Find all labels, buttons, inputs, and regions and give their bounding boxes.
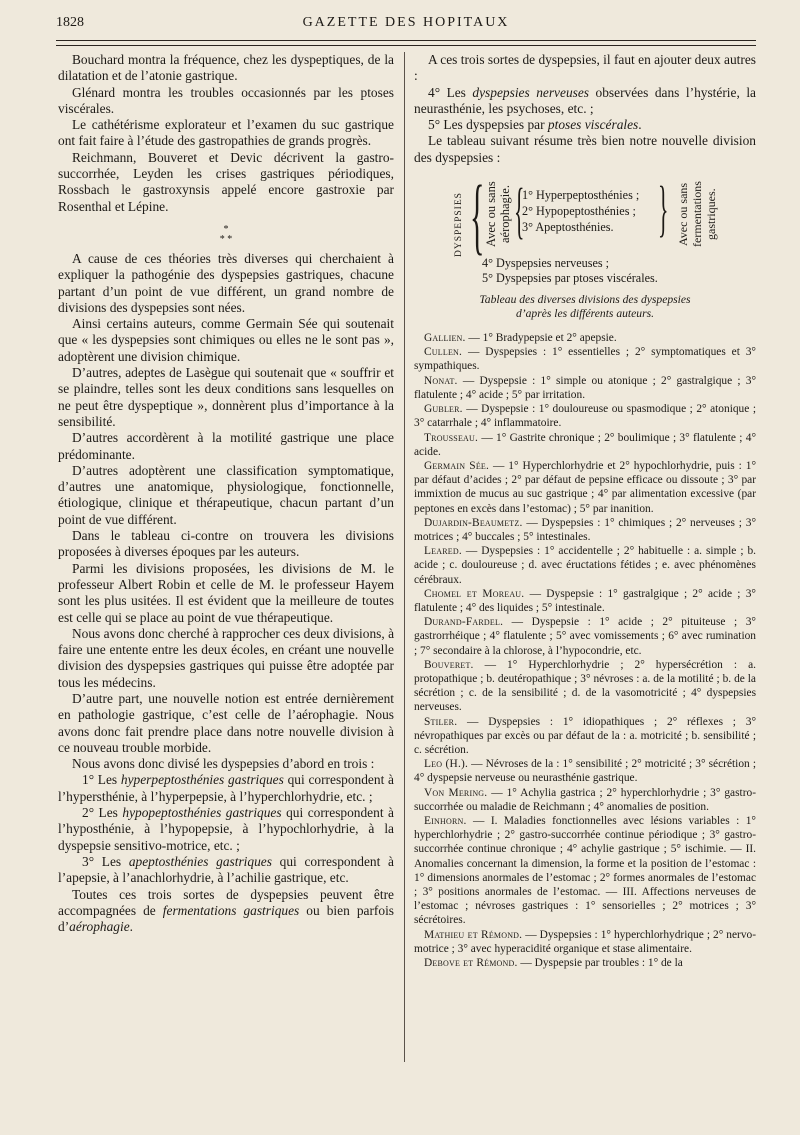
paragraph: Nous avons donc cherché à rapprocher ces deux divisions, à faire une entente entre les deux écoles, en créant une nouvelle division des dyspepsies gastriques qui puisse être adoptée par tous les médecins. xyxy=(58,625,395,690)
journal-title: GAZETTE DES HOPITAUX xyxy=(302,15,510,30)
entry-text: — Dyspepsies : 1° hyperchlorhydrique ; 2° nervo-motrice ; 3° avec hyperacidité organique et stase alimentaire. xyxy=(414,928,756,955)
left-column xyxy=(58,52,394,935)
entry-text: — 1° Gastrite chronique ; 2° boulimique ; 3° flatulente ; 4° acide. xyxy=(414,431,756,458)
list-item xyxy=(58,854,394,887)
list-term: hyperpeptosthénies gastriques xyxy=(120,772,284,788)
entry-text: — 1° Bradypepsie et 2° apepsie. xyxy=(465,332,617,345)
list-term: hypopeptosthénies gastriques xyxy=(122,805,282,821)
paragraph: A ces trois sortes de dyspepsies, il faut en ajouter deux autres : xyxy=(414,52,756,84)
text: ou bien parfois d’ xyxy=(58,902,394,935)
author-name: Mathieu et Rémond. xyxy=(424,928,523,941)
paragraph: Parmi les divisions proposées, les divisions de M. le professeur Albert Robin et celle de M. le professeur Hayem sont les plus usitées. Il est évident que la meilleure de toutes est celle qui se place au point de vue thérapeutique. xyxy=(58,560,394,625)
author-entry xyxy=(414,402,756,430)
author-divisions-list xyxy=(414,331,756,970)
caption-line: d’après les différents auteurs. xyxy=(515,307,655,321)
entry-text: — Dyspepsie : 1° gastralgique ; 2° acide ; 3° flatulente ; 4° des liquides ; 5° intestinale. xyxy=(414,587,756,614)
list-item xyxy=(414,117,756,133)
group-right-label: gastriques. xyxy=(704,188,718,240)
author-name: Leo (H.). xyxy=(424,758,469,771)
author-entry xyxy=(414,516,756,544)
term: aérophagie xyxy=(69,919,130,935)
group-left-label: aérophagie. xyxy=(498,185,512,244)
author-name: Germain Sée. xyxy=(424,459,490,472)
page-number: 1828 xyxy=(56,15,84,30)
term: fermentations gastriques xyxy=(162,902,300,918)
entry-text: — Dyspepsies : 1° essentielles ; 2° symptomatiques et 3° sympathiques. xyxy=(414,346,756,373)
author-entry xyxy=(414,928,756,956)
text: . xyxy=(129,919,134,935)
entry-text: — Dyspepsies : 1° accidentelle ; 2° habituelle : a. simple ; b. acide ; c. douloureuse ; d. avec éructations fétides ; e. avec phénomènes cérébraux. xyxy=(414,545,756,586)
entry-text: — Dyspepsie par troubles : 1° de la xyxy=(517,957,683,970)
entry-text: — 1° Hyperchlorhydrie et 2° hypochlorhydrie, puis : 1° par défaut d’acides ; 2° par défaut de pepsine efficace ou dissoute ; 3° par immixtion de mucus au suc gastrique ; 4° par alimentation excessive (par peptones en excès dans l’estomac) ; 5° par inanition. xyxy=(414,459,756,515)
table-row: 1° Hyperpeptosthénies ; xyxy=(522,188,640,203)
list-text: observées dans l’hystérie, la neurasthénie, les psychoses, etc. ; xyxy=(414,84,756,116)
author-name: Gubler. xyxy=(424,403,463,416)
author-entry xyxy=(414,814,756,928)
list-item xyxy=(414,85,756,118)
paragraph: Ainsi certains auteurs, comme Germain Sée qui soutenait que « les dyspepsies sont chimiques ou elles ne le sont pas », adoptèrent une division chimique. xyxy=(58,316,394,364)
paragraph: Glénard montra les troubles occasionnés par les ptoses viscérales. xyxy=(58,84,394,116)
list-text: qui correspondent à l’hyposthénie, à l’hypopepsie, à l’hypochlorhydrie, à la dyspepsie sensitivo-motrice, etc. ; xyxy=(58,805,394,853)
author-name: Dujardin-Beaumetz. xyxy=(424,516,523,529)
list-text: . xyxy=(638,117,642,133)
list-item xyxy=(58,805,394,854)
group-right-label: fermentations xyxy=(690,181,704,248)
author-name: Cullen. xyxy=(424,346,463,359)
author-name: Einhorn. xyxy=(424,814,467,827)
author-entry xyxy=(414,345,756,373)
paragraph: A cause de ces théories très diverses qui cherchaient à expliquer la pathogénie des dyspepsies gastriques, chacune partant d’un point de vue différent, un grand nombre de divisions des dyspepsies sont nées. xyxy=(58,250,394,315)
author-entry xyxy=(414,658,756,715)
group-left-label: Avec ou sans xyxy=(484,181,498,247)
list-term: ptoses viscérales xyxy=(547,117,639,133)
header-rule-bottom xyxy=(56,45,756,46)
list-number: 5° Les dyspepsies par xyxy=(428,117,548,133)
list-number: 4° Les xyxy=(428,84,473,100)
group-right-label: Avec ou sans xyxy=(676,182,690,246)
paragraph: Dans le tableau ci-contre on trouvera les divisions proposées à diverses époques par les auteurs. xyxy=(58,528,394,560)
author-name: Nonat. xyxy=(424,374,458,387)
page-header xyxy=(56,12,756,34)
author-entry xyxy=(414,587,756,615)
entry-text: — Dyspepsie : 1° acide ; 2° pituiteuse ; 3° gastrorrhéique ; 4° flatulente ; 5° avec vomissements ; 6° avec rumination ; 7° secondaire à la chlorose, à l’hypocondrie, etc. xyxy=(414,616,756,657)
author-entry xyxy=(414,331,756,345)
author-entry xyxy=(414,431,756,459)
list-item xyxy=(58,772,394,805)
classification-table xyxy=(414,167,756,287)
entry-text: — 1° Achylia gastrica ; 2° hyperchlorhydrie ; 3° gastro-succorrhée ou maladie de Reichmann ; 4° anomalies de position. xyxy=(414,786,756,813)
paragraph: Le tableau suivant résume très bien notre nouvelle division des dyspepsies : xyxy=(414,133,756,165)
entry-text: — Névroses de la : 1° sensibilité ; 2° motricité ; 3° sécrétion ; 4° dyspepsie nerveuse ou neurasthénie gastrique. xyxy=(414,758,756,785)
author-entry xyxy=(414,459,756,516)
closing-paragraph xyxy=(58,887,394,936)
list-number: 1° Les xyxy=(82,772,121,788)
text: Toutes ces trois sortes de dyspepsies peuvent être accompagnées de xyxy=(58,886,394,918)
brace-icon: { xyxy=(514,177,525,246)
table-caption xyxy=(414,293,756,321)
header-rule-top xyxy=(56,40,756,41)
author-name: Trousseau. xyxy=(424,431,479,444)
author-name: Debove et Rémond. xyxy=(424,957,518,970)
entry-text: — Dyspepsie : 1° douloureuse ou spasmodique ; 2° atonique ; 3° catarrhale ; 4° inflammatoire. xyxy=(414,403,756,430)
list-term: dyspepsies nerveuses xyxy=(472,84,590,100)
star-top: * xyxy=(223,223,229,235)
paragraph: Nous avons donc divisé les dyspepsies d’abord en trois : xyxy=(72,756,375,772)
author-name: Von Mering. xyxy=(424,786,488,799)
author-entry xyxy=(414,374,756,402)
paragraph: Reichmann, Bouveret et Devic décrivent la gastro-succorrhée, Leyden les crises gastriques périodiques, Rossbach le gastroxynsis appelé encore gastroxie par Rosenthal et Lépine. xyxy=(58,149,394,214)
star-bottom: * * xyxy=(219,233,233,245)
author-entry xyxy=(414,786,756,814)
author-name: Leared. xyxy=(424,545,462,558)
list-text: qui correspondent à l’apepsie, à l’anachlorhydrie, à l’achilie gastrique, etc. xyxy=(58,853,394,886)
author-name: Gallien. xyxy=(424,332,466,345)
entry-text: — 1° Hyperchlorhydrie ; 2° hypersécrétion : a. protopathique ; b. deutéropathique ; 3° névroses : a. de la motilité ; b. de la sécrétion ; c. de la sensibilité ; d. de la vasomotricité ; 4° dyspepsies nerveuses. xyxy=(414,658,756,714)
table-row: 3° Apeptosthénies. xyxy=(522,220,614,235)
list-number: 3° Les xyxy=(82,853,129,869)
author-entry xyxy=(414,615,756,658)
brace-icon: } xyxy=(658,175,669,244)
author-entry xyxy=(414,715,756,758)
caption-line: Tableau des diverses divisions des dyspepsies xyxy=(479,293,691,307)
author-name: Chomel et Moreau. xyxy=(424,587,525,600)
entry-text: — I. Maladies fonctionnelles avec lésions variables : 1° hyperchlorhydrie ; 2° gastro-succorrhée continue périodique ; 3° gastro-succorrhée continue chronique ; 4° achylie gastrique ; 5° ischimie. — II. Anomalies concernant la dimension, la forme et la position de l’estomac : 1° dimensions anormales de l’estomac ; 2° formes anormales de l’estomac ; 3° positions anormales de l’estomac. — III. Affections nerveuses de l’estomac ; névroses gastriques : 1° sensorielles ; 2° motrices ; 3° sécrétoires. xyxy=(414,814,756,927)
author-entry xyxy=(414,544,756,587)
paragraph: D’autres adoptèrent une classification symptomatique, d’autres une anatomique, physiologique, fonctionnelle, étiologique, clinique et thérapeutique, chacun partant d’un point de vue différent. xyxy=(58,462,394,527)
entry-text: — Dyspepsies : 1° chimiques ; 2° nerveuses ; 3° motrices ; 4° buccales ; 5° intestinales. xyxy=(414,516,756,543)
entry-text: — Dyspepsies : 1° idiopathiques ; 2° réflexes ; 3° névropathiques par excès ou par défaut de la : a. motricité ; b. sensibilité ; c. sécrétion. xyxy=(414,715,756,756)
right-column xyxy=(414,52,756,970)
author-name: Durand-Fardel. xyxy=(424,616,504,629)
author-entry xyxy=(414,956,756,970)
entry-text: — Dyspepsie : 1° simple ou atonique ; 2° gastralgique ; 3° flatulente ; 4° acide ; 5° par irritation. xyxy=(414,374,756,401)
paragraph: D’autres, adeptes de Lasègue qui soutenait que « souffrir et se plaindre, telles sont les deux conditions sans lesquelles on ne peut être dyspeptique », donnèrent plus d’importance à la sensibilité. xyxy=(58,365,394,429)
list-number: 2° Les xyxy=(82,805,123,821)
list-term: apeptosthénies gastriques xyxy=(128,853,272,869)
table-row: 2° Hypopeptosthénies ; xyxy=(522,204,636,219)
paragraph: Bouchard montra la fréquence, chez les dyspeptiques, de la dilatation et de l’atonie gastrique. xyxy=(58,52,394,84)
section-separator xyxy=(58,225,394,245)
author-name: Stiler. xyxy=(424,715,458,728)
paragraph: D’autre part, une nouvelle notion est entrée dernièrement en pathologie gastrique, c’est celle de l’aérophagie. Nous avons donc fait prendre place dans notre nouvelle division à ce nouveau trouble morbide. xyxy=(58,690,394,755)
paragraph: D’autres accordèrent à la motilité gastrique une place prédominante. xyxy=(58,430,394,462)
column-divider xyxy=(404,52,405,1062)
table-root-label: DYSPEPSIES xyxy=(454,192,464,258)
brace-icon: { xyxy=(470,167,485,264)
author-name: Bouveret. xyxy=(424,658,474,671)
table-row: 4° Dyspepsies nerveuses ; xyxy=(482,256,610,271)
table-row: 5° Dyspepsies par ptoses viscérales. xyxy=(482,271,658,286)
paragraph: Le cathétérisme explorateur et l’examen du suc gastrique ont fait faire à l’étude des gastropathies de grands progrès. xyxy=(58,117,394,149)
author-entry xyxy=(414,757,756,785)
list-text: qui correspondent à l’hypersthénie, à l’hyperpepsie, à l’hyperchlorhydrie, etc. ; xyxy=(58,772,394,804)
